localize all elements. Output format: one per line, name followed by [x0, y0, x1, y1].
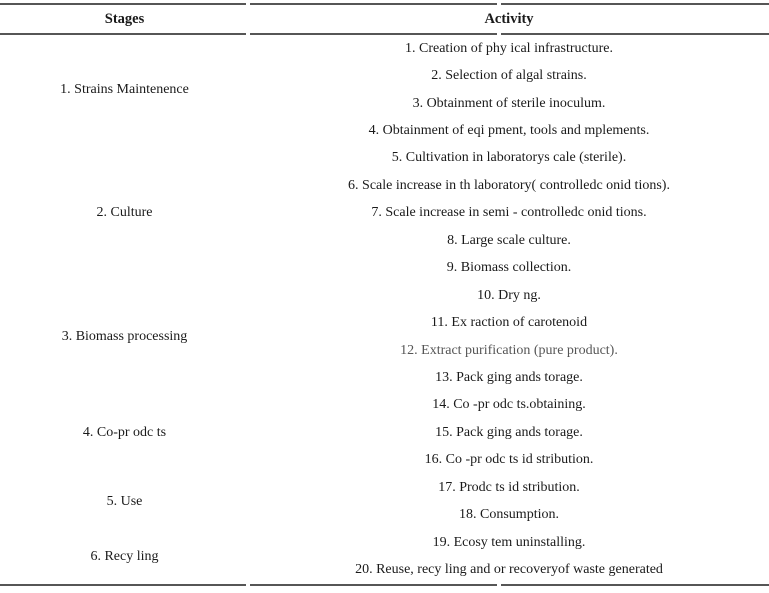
stage-cell-recycling: 6. Recy ling [90, 548, 159, 564]
stages-column [0, 35, 249, 584]
activity-row-8: 8. Large scale culture. [447, 232, 571, 248]
activity-row-15: 15. Pack ging ands torage. [435, 424, 583, 440]
activity-row-6: 6. Scale increase in th laboratory( controlledc onid tions). [348, 177, 670, 193]
activity-row-3: 3. Obtainment of sterile inoculum. [412, 95, 606, 111]
table-body [0, 35, 769, 584]
stage-cell-co-products: 4. Co-pr odc ts [82, 425, 167, 441]
activity-row-19: 19. Ecosy tem uninstalling. [432, 534, 586, 550]
stage-cell-strains-maintenence: 1. Strains Maintenence [60, 81, 189, 97]
stage-cell-biomass-processing: 3. Biomass processing [61, 328, 188, 344]
activity-row-2: 2. Selection of algal strains. [431, 68, 587, 84]
table-header-row [0, 5, 769, 33]
activity-row-9: 9. Biomass collection. [446, 260, 572, 276]
column-header-stages: Stages [104, 10, 145, 27]
activity-row-4: 4. Obtainment of eqi pment, tools and mplements. [368, 123, 650, 139]
stage-cell-use: 5. Use [106, 493, 143, 509]
table-bottom-rule [0, 584, 769, 586]
activity-row-14: 14. Co -pr odc ts.obtaining. [432, 397, 586, 413]
activity-column [249, 35, 769, 584]
activity-row-1: 1. Creation of phy ical infrastructure. [405, 40, 613, 56]
activity-row-10: 10. Dry ng. [477, 287, 541, 303]
activity-row-7: 7. Scale increase in semi - controlledc onid tions. [371, 205, 647, 221]
activity-row-20: 20. Reuse, recy ling and or recoveryof waste generated [355, 562, 663, 578]
activity-row-16: 16. Co -pr odc ts id stribution. [424, 452, 594, 468]
activity-row-17: 17. Prodc ts id stribution. [438, 479, 580, 495]
activity-row-18: 18. Consumption. [459, 507, 559, 523]
stage-cell-culture: 2. Culture [96, 205, 153, 221]
activity-row-13: 13. Pack ging ands torage. [435, 369, 583, 385]
activity-row-12: 12. Extract purification (pure product). [400, 342, 618, 358]
activity-row-11: 11. Ex raction of carotenoid [430, 315, 588, 331]
activity-row-5: 5. Cultivation in laboratorys cale (sterile). [391, 150, 627, 166]
column-header-activity: Activity [484, 10, 534, 27]
